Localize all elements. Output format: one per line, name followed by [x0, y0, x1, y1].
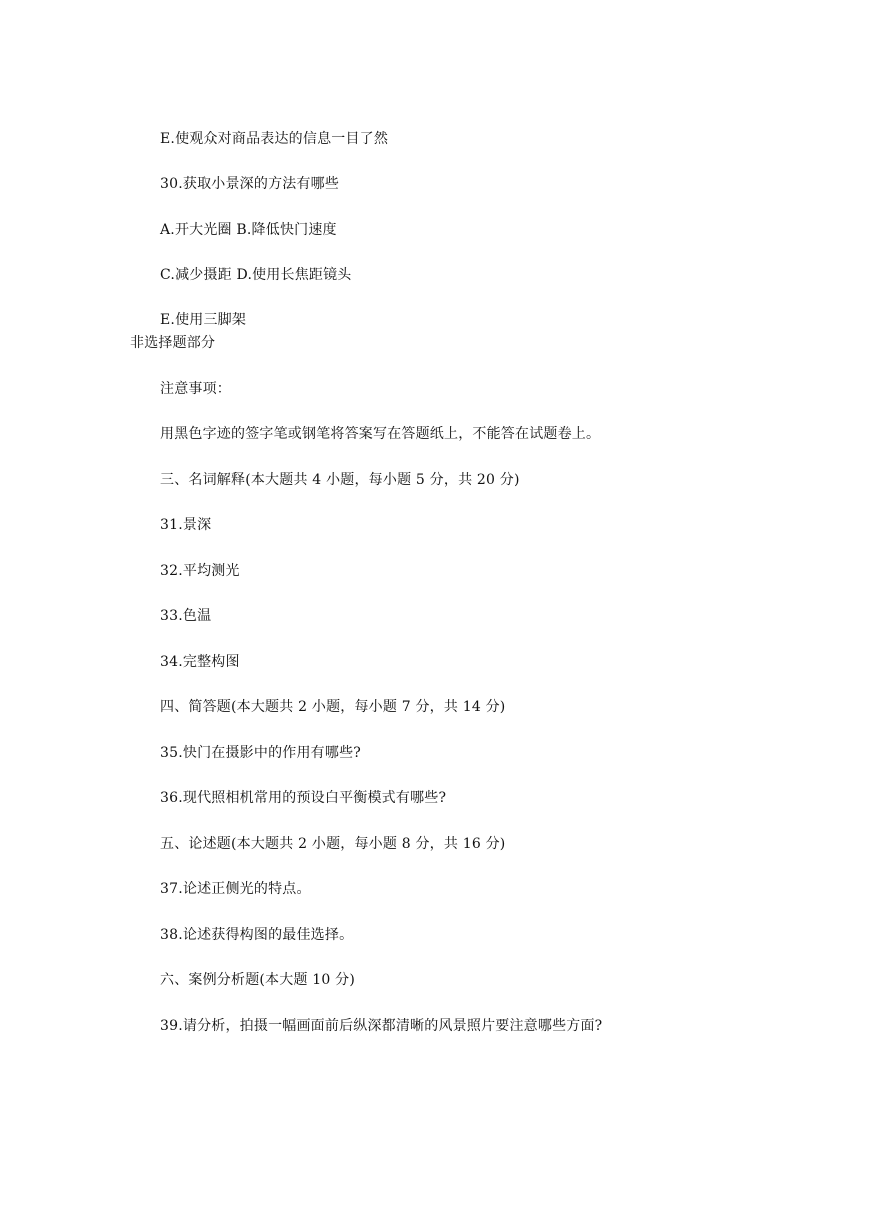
question-36: 36.现代照相机常用的预设白平衡模式有哪些?: [160, 790, 447, 806]
section-5-heading: 五、论述题(本大题共 2 小题，每小题 8 分，共 16 分): [160, 836, 506, 852]
question-37: 37.论述正侧光的特点。: [160, 881, 311, 897]
section-3-heading: 三、名词解释(本大题共 4 小题，每小题 5 分，共 20 分): [160, 472, 520, 488]
section-6-heading: 六、案例分析题(本大题 10 分): [160, 972, 356, 988]
section-4-heading: 四、简答题(本大题共 2 小题，每小题 7 分，共 14 分): [160, 699, 506, 715]
question-39: 39.请分析，拍摄一幅画面前后纵深都清晰的风景照片要注意哪些方面?: [160, 1018, 603, 1034]
question-34: 34.完整构图: [160, 654, 240, 670]
option-e-q29: E.使观众对商品表达的信息一目了然: [160, 131, 389, 147]
question-35: 35.快门在摄影中的作用有哪些?: [160, 745, 361, 761]
options-c-d-q30: C.减少摄距 D.使用长焦距镜头: [160, 267, 352, 283]
option-e-q30: E.使用三脚架: [160, 312, 247, 328]
question-32: 32.平均测光: [160, 563, 240, 579]
question-31: 31.景深: [160, 517, 212, 533]
notice-text: 用黑色字迹的签字笔或钢笔将答案写在答题纸上，不能答在试题卷上。: [160, 426, 601, 442]
section-heading-non-choice: 非选择题部分: [130, 335, 216, 351]
options-a-b-q30: A.开大光圈 B.降低快门速度: [160, 222, 337, 238]
question-30: 30.获取小景深的方法有哪些: [160, 176, 340, 192]
notice-heading: 注意事项：: [160, 381, 231, 397]
question-38: 38.论述获得构图的最佳选择。: [160, 927, 354, 943]
question-33: 33.色温: [160, 608, 212, 624]
